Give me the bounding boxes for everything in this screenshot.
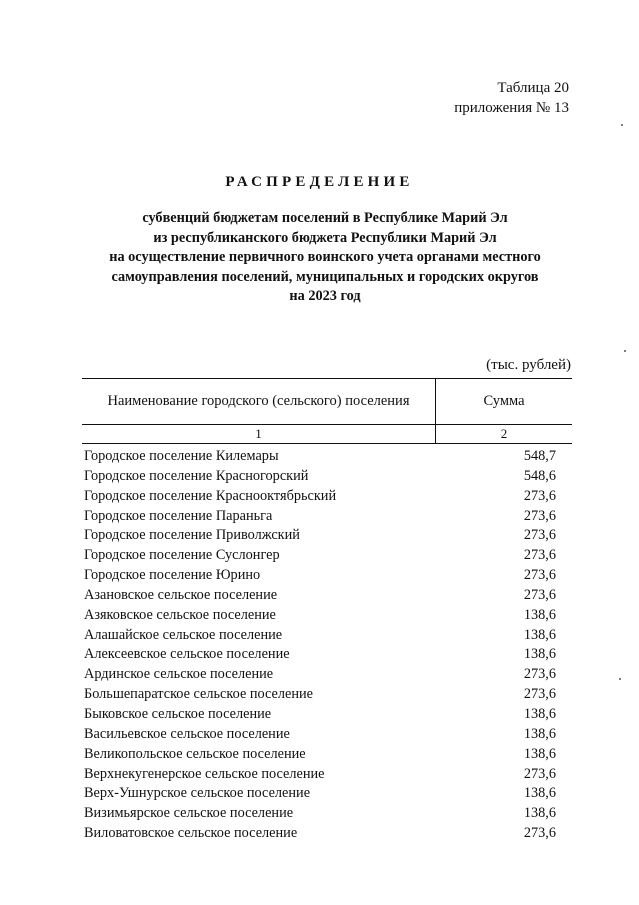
settlement-name: Алексеевское сельское поселение — [84, 646, 290, 663]
settlement-sum: 138,6 — [523, 725, 556, 742]
settlement-name: Городское поселение Юрино — [84, 567, 261, 584]
subtitle-line: субвенций бюджетам поселений в Республике Марий Эл — [142, 210, 508, 226]
table-row — [84, 645, 556, 665]
settlement-name: Городское поселение Приволжский — [84, 527, 300, 544]
subtitle-line: на осуществление первичного воинского учета органами местного — [109, 249, 541, 265]
table-row — [84, 765, 556, 785]
settlement-name: Городское поселение Килемары — [84, 448, 279, 464]
settlement-name: Великопольское сельское поселение — [84, 745, 306, 762]
table-reference — [454, 78, 569, 118]
settlement-sum: 138,6 — [523, 646, 556, 663]
table-number: Таблица 20 — [497, 80, 569, 96]
settlement-sum: 138,6 — [523, 705, 556, 722]
table-row — [84, 824, 556, 844]
column-number-row — [82, 425, 572, 444]
table-row — [84, 685, 556, 705]
settlement-sum: 273,6 — [523, 686, 556, 703]
settlement-name: Городское поселение Краснооктябрьский — [84, 487, 337, 504]
document-subtitle — [60, 209, 590, 307]
settlement-sum: 273,6 — [523, 586, 556, 603]
table-row — [84, 626, 556, 646]
header-row — [82, 378, 572, 425]
subtitle-line: из республиканского бюджета Республики Марий Эл — [153, 229, 497, 246]
settlement-name: Алашайское сельское поселение — [84, 626, 283, 643]
column-header-name: Наименование городского (сельского) поселения — [82, 379, 436, 424]
units-label: (тыс. рублей) — [486, 357, 571, 373]
settlement-name: Ардинское сельское поселение — [84, 666, 274, 683]
settlement-sum: 138,6 — [523, 745, 556, 762]
table-row — [84, 606, 556, 626]
settlement-sum: 548,6 — [523, 467, 556, 484]
settlement-name: Визимьярское сельское поселение — [84, 805, 294, 822]
settlement-sum: 273,6 — [523, 567, 556, 584]
table-row — [84, 467, 556, 487]
settlement-name: Верхнекугенерское сельское поселение — [84, 765, 325, 782]
settlement-name: Городское поселение Суслонгер — [84, 547, 280, 564]
table-header — [82, 378, 572, 444]
table-row — [84, 566, 556, 586]
table-row — [84, 526, 556, 546]
document-title: РАСПРЕДЕЛЕНИЕ — [225, 174, 414, 190]
table-body — [84, 447, 556, 844]
settlement-name: Азановское сельское поселение — [84, 586, 278, 603]
subtitle-line: на 2023 год — [289, 288, 361, 304]
settlement-sum: 548,7 — [523, 448, 556, 464]
table-row — [84, 487, 556, 507]
settlement-name: Быковское сельское поселение — [84, 705, 272, 722]
scan-speck — [621, 124, 623, 126]
settlement-name: Большепаратское сельское поселение — [84, 686, 314, 703]
settlement-sum: 138,6 — [523, 785, 556, 802]
settlement-sum: 273,6 — [523, 507, 556, 524]
settlement-sum: 138,6 — [523, 606, 556, 623]
table-row — [84, 705, 556, 725]
scan-speck — [624, 350, 626, 352]
settlement-name: Верх-Ушнурское сельское поселение — [84, 785, 311, 802]
column-header-sum: Сумма — [483, 393, 525, 409]
table-row — [84, 804, 556, 824]
table-row — [84, 725, 556, 745]
settlement-sum: 273,6 — [523, 825, 556, 842]
column-number-name: 1 — [82, 425, 436, 443]
settlement-sum: 273,6 — [523, 487, 556, 504]
scan-speck — [619, 678, 621, 680]
appendix-number: приложения № 13 — [454, 100, 569, 116]
settlement-name: Городское поселение Параньга — [84, 507, 273, 524]
table-row — [84, 546, 556, 566]
settlement-sum: 138,6 — [523, 805, 556, 822]
table-row — [84, 586, 556, 606]
settlement-name: Азяковское сельское поселение — [84, 606, 276, 623]
settlement-sum: 273,6 — [523, 547, 556, 564]
settlement-sum: 273,6 — [523, 666, 556, 683]
table-row — [84, 784, 556, 804]
settlement-name: Городское поселение Красногорский — [84, 467, 309, 484]
table-row — [84, 507, 556, 527]
subtitle-line: самоуправления поселений, муниципальных и городских округов — [111, 268, 539, 285]
settlement-name: Виловатовское сельское поселение — [84, 825, 298, 842]
table-row — [84, 447, 556, 467]
settlement-sum: 273,6 — [523, 527, 556, 544]
settlement-sum: 138,6 — [523, 626, 556, 643]
table-row — [84, 745, 556, 765]
settlement-sum: 273,6 — [523, 765, 556, 782]
column-number-sum: 2 — [500, 426, 508, 441]
table-row — [84, 665, 556, 685]
settlement-name: Васильевское сельское поселение — [84, 725, 290, 742]
